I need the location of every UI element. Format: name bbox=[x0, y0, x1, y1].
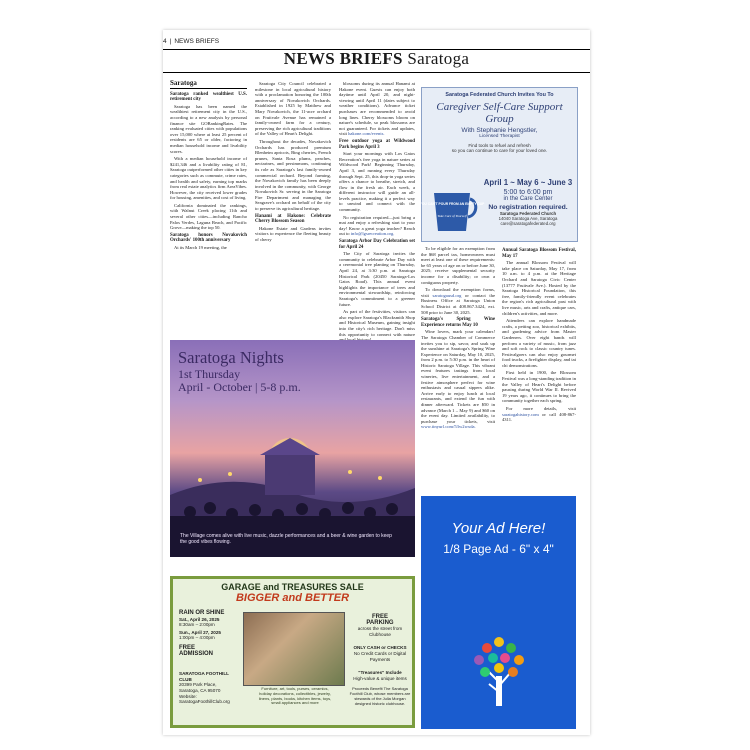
garage-subtitle: BIGGER and BETTER bbox=[235, 592, 350, 604]
ad-headline: Your Ad Here! bbox=[451, 520, 546, 537]
ad-host-title: Licensed Therapist bbox=[479, 134, 520, 139]
masthead-bottom-rule bbox=[163, 72, 590, 73]
paragraph: Start your mornings with Los Gatos Recreation's free yoga in nature series at Wildwood Park! Beginning Thursday, April 3, and running every Thursday through Sept. 25, this drop-in yoga series offers a chance to breathe, stretch, and flow in the fresh air. Each week, a different instructor will guide an all-levels practice, making it a perfect way to unwind and connect with the community. bbox=[339, 151, 415, 213]
nights-day: 1st Thursday bbox=[178, 367, 241, 381]
nights-season: April - October | 5-8 p.m. bbox=[178, 380, 301, 394]
garage-sale-ad bbox=[170, 576, 415, 728]
ad-church-name: Saratoga Federated Church bbox=[499, 211, 557, 216]
section-name: NEWS BRIEFS bbox=[174, 38, 220, 45]
your-ad-here-placeholder[interactable] bbox=[421, 496, 576, 729]
parking-note: across the street from Clubhouse bbox=[357, 626, 403, 637]
ad-tagline-2: so you can continue to care for your loved one. bbox=[451, 148, 548, 153]
paragraph: At its March 19 meeting, the bbox=[174, 245, 227, 251]
section-heading: Saratoga bbox=[170, 81, 247, 89]
page-number: 4 bbox=[163, 38, 167, 45]
paragraph: To be eligible for an exemption from the $68 parcel tax, homeowners must meet at least one of these requirements: be 65 years of age on or before June 30, 2025; receive supplemental security income for a disability; or own a contiguous property. bbox=[421, 246, 495, 285]
garage-right-info bbox=[349, 615, 411, 707]
cash-only: ONLY CASH or CHECKS bbox=[353, 645, 407, 651]
paragraph: The annual Blossom Festival will take place on Saturday, May 17, from 10 a.m. to 4 p.m. at the Heritage Orchard and Saratoga Civic Center (13777 Fruitvale Ave.). Hosted by the Saratoga Historical Foundation, this free, family-friendly event celebrates the region's rich agricultural past with live music, arts and crafts, antique cars, children's activities, and more. bbox=[502, 260, 576, 316]
headline: Saratoga's Spring Wine Experience returns May 10 bbox=[421, 317, 495, 328]
time-1: 8:30am – 2:00pm bbox=[179, 622, 215, 628]
link-lgsrecreation[interactable]: info@lgsrecreation.org. bbox=[350, 231, 395, 237]
ad-host: With Stephanie Hengstler, bbox=[461, 127, 538, 134]
paragraph: The City of Saratoga invites the community to celebrate Arbor Day with a ceremonial tree planting on Thursday, April 24, at 3:30 p.m. at Saratoga Historical Park (20450 Saratoga-Los Gatos Road). This annual event highlights the importance of trees and environmental stewardship, reinforcing Saratoga's commitment to a greener future. bbox=[339, 251, 415, 307]
column-4 bbox=[421, 246, 495, 432]
running-header: 4 | NEWS BRIEFS bbox=[163, 38, 220, 45]
free-admission-1: FREE bbox=[179, 644, 196, 651]
rain-or-shine: RAIN OR SHINE bbox=[179, 610, 225, 616]
saratoga-nights-ad bbox=[170, 340, 415, 557]
date-2: Sun., April 27, 2025 bbox=[179, 629, 221, 635]
proceeds-note: Proceeds Benefit The Saratoga Foothill Club, whose members are stewards of the Julia Morgan designed historic clubhouse. bbox=[349, 686, 411, 706]
ad-registration: No registration required. bbox=[488, 204, 568, 211]
club-website[interactable]: Website: SaratogaFoothillClub.org bbox=[179, 693, 230, 705]
cup-subtext: Take Care of Yourself bbox=[437, 214, 467, 218]
club-address: 20399 Park Place, Saratoga, CA 95070 bbox=[179, 682, 221, 693]
paragraph: Saratoga City Council celebrated a milestone in local agricultural history with a proclamation honoring the 100th anniversary of Novakovich Orchards. Established in 1925 by Matthew and Mary Novakovich, the 11-acre orchard on Fruitvale Avenue has remained a family-owned farm for a century, preserving the rich agricultural traditions of the Valley of Heart's Delight. bbox=[255, 81, 331, 137]
paragraph: To download the exemption forms, visit saratogausd.org or contact the Business Office at Saratoga Union School District at 408.867.3424, ext. 508 prior to June 30, 2025. bbox=[421, 287, 495, 315]
headline: Hanami at Hakone: Celebrate Cherry Blossom Season bbox=[255, 213, 331, 225]
link-saratogausd[interactable]: saratogausd.org bbox=[432, 292, 462, 298]
ad-tagline: Find tools to refuel and refresh bbox=[468, 143, 531, 148]
ad-place: in the Care Center bbox=[503, 196, 553, 202]
paragraph: Saratoga has been named the wealthiest retirement city in the U.S., according to a new analysis by personal finance site GOBankingRates. The ranking evaluated cities with populations over 15,000 where at least 25 percent of residents are 65 or older, factoring in median household income and livability scores. bbox=[170, 103, 247, 154]
paragraph: California dominated the rankings, with Walnut Creek placing 11th and several other cities—including Rancho Palos Verdes, Laguna Beach, and Pacific Grove—making the top 50. bbox=[170, 202, 247, 231]
ad-time: 5:00 to 6:00 pm bbox=[503, 189, 553, 196]
nights-caption: The Village comes alive with live music, dazzle performances and a beer & wine garden to keep the good vibes flowing. bbox=[180, 533, 392, 545]
date-1: Sat., April 26, 2025 bbox=[179, 616, 220, 622]
paragraph: Wine lovers, mark your calendars! The Saratoga Chamber of Commerce invites you to sip, savor, and soak up the sunshine at Saratoga's Spring Wine Experience on Saturday, May 10, 2025, from 2 p.m. to 5:30 p.m. in the heart of Historic Saratoga Village. This vibrant event features tastings from local wineries, live entertainment, and a festive atmosphere perfect for wine enthusiasts and casual sippers alike. Arrive early to enjoy lunch at local restaurants, and extend the fun with dinner afterward. Tickets are $50 in advance (March 1 – May 9) and $60 on the event day. Limited availability, to purchase your tickets, visit www.tinyurl.com/53w2wxda. bbox=[421, 329, 495, 430]
ad-dates: April 1 ~ May 6 ~ June 3 bbox=[483, 178, 573, 187]
free-parking-1: FREE bbox=[371, 614, 388, 620]
paragraph: blossoms during its annual Hanami at Hakone event. Guests can enjoy both daytime until April 20, and night-viewing until April 11 (dates subject to weather conditions). Advance ticket purchases are recommended to avoid long lines. Cherry blossoms bloom on nature's schedule, so peak blossoms are not guaranteed. For tickets and updates, visit hakone.com/events. bbox=[339, 81, 415, 137]
free-parking-2: PARKING bbox=[366, 619, 394, 626]
sale-photo bbox=[243, 612, 345, 686]
church-support-group-ad bbox=[421, 87, 578, 242]
nights-title: Saratoga Nights bbox=[178, 348, 284, 367]
cup-text: YOU CAN'T POUR FROM AN EMPTY CUP bbox=[419, 202, 485, 206]
paragraph: Throughout the decades, Novakovich Orchards has produced premium Blenheim apricots, Bing cherries, French prunes, Santa Rosa plums, peaches, nectarines, and persimmons, continuing its role as Saratoga's last family-owned commercial orchard. Beyond farming, the Novakovich family has been deeply involved in the community, with George Novakovich Sr. serving in the Saratoga Fire Department and managing the Seagrave's orchard on behalf of the city to preserve its agricultural heritage. bbox=[255, 138, 331, 212]
time-2: 1:00pm – 4:00pm bbox=[179, 635, 215, 641]
newspaper-page bbox=[163, 30, 590, 735]
headline: Free outdoor yoga at Wildwood Park begins April 3 bbox=[339, 138, 415, 150]
ad-details bbox=[482, 178, 574, 226]
garage-left-info bbox=[179, 611, 237, 705]
link-hakone[interactable]: hakone.com/events. bbox=[348, 131, 385, 137]
link-saratogahistory[interactable]: saratogahistory.com bbox=[502, 411, 539, 417]
no-cards: No Credit Cards or Digital Payments bbox=[353, 650, 407, 662]
ad-email[interactable]: care@saratogafederated.org bbox=[500, 221, 556, 226]
treasures-label: "Treasures" Include bbox=[358, 670, 402, 676]
link-tinyurl[interactable]: www.tinyurl.com/53w2wxda. bbox=[421, 424, 476, 430]
headline: Saratoga ranked wealthiest U.S. retirement city bbox=[170, 91, 247, 103]
coffee-cup-icon bbox=[419, 181, 485, 236]
paragraph: Attendees can explore handmade crafts, a petting zoo, historical exhibits, and gardening advice from Master Gardeners. Over eight bands will perform a variety of music, from jazz and soft rock to classic country tunes. Festivalgoers can also enjoy gourmet food trucks, a firefighter display, and tai chi demonstrations. bbox=[502, 318, 576, 368]
paragraph: First held in 1900, the Blossom Festival was a long-standing tradition in the Valley of Heart's Delight before pausing during World War II. Revived 19 years ago, it continues to bring the community together each spring. bbox=[502, 370, 576, 404]
tree-icon bbox=[463, 632, 535, 712]
masthead-bold: NEWS BRIEFS bbox=[283, 49, 403, 68]
paragraph: No registration required—just bring a mat and enjoy a refreshing start to your day! Know a great yoga teacher? Reach out to info@lgsrecreation.org. bbox=[339, 214, 415, 237]
column-1 bbox=[170, 81, 247, 253]
headline: Saratoga honors Novakovich Orchards' 100th anniversary bbox=[170, 232, 247, 244]
items-list: Furniture, art, tools, purses, ceramics, holiday decorations, collectibles, jewelry, linens, plants, books, kitchen items, toys, small appliances and more bbox=[258, 686, 332, 706]
column-5 bbox=[502, 246, 576, 425]
paragraph: Hakone Estate and Gardens invites visitors to experience the fleeting beauty of cherry bbox=[255, 225, 331, 243]
ad-title: Caregiver Self-Care Support Group bbox=[436, 101, 563, 125]
garage-title: GARAGE and TREASURES SALE bbox=[221, 582, 364, 592]
free-admission-2: ADMISSION bbox=[179, 650, 214, 657]
treasures-desc: High-value & unique items bbox=[353, 675, 407, 681]
club-name: SARATOGA FOOTHILL CLUB bbox=[179, 671, 229, 682]
headline: Annual Saratoga Blossom Festival, May 17 bbox=[502, 248, 576, 259]
column-2 bbox=[255, 81, 331, 245]
headline: Saratoga Arbor Day Celebration set for April 24 bbox=[339, 239, 415, 250]
ad-intro: Saratoga Federated Church Invites You To bbox=[445, 92, 554, 98]
masthead-city: Saratoga bbox=[407, 49, 470, 68]
paragraph: With a median household income of $241,346 and a livability rating of 81, Saratoga outperformed other cities in key categories such as commute, crime rates, and health and safety, earning top marks from real estate analytics firm AreaVibes. However, the city received lower grades for housing, amenities, and cost of living. bbox=[170, 156, 247, 201]
paragraph: As part of the festivities, visitors can also explore Saratoga's Blacksmith Shop and Historical Museum, gaining insight into the city's rich heritage. Don't miss this opportunity to connect with nature bbox=[339, 309, 415, 337]
ad-address: 14040 Saratoga Ave, Saratoga bbox=[498, 216, 558, 221]
masthead bbox=[163, 49, 590, 69]
paragraph: For more details, visit saratogahistory.com or call 408-867-4311. bbox=[502, 406, 576, 423]
ad-size: 1/8 Page Ad - 6" x 4" bbox=[443, 542, 554, 556]
